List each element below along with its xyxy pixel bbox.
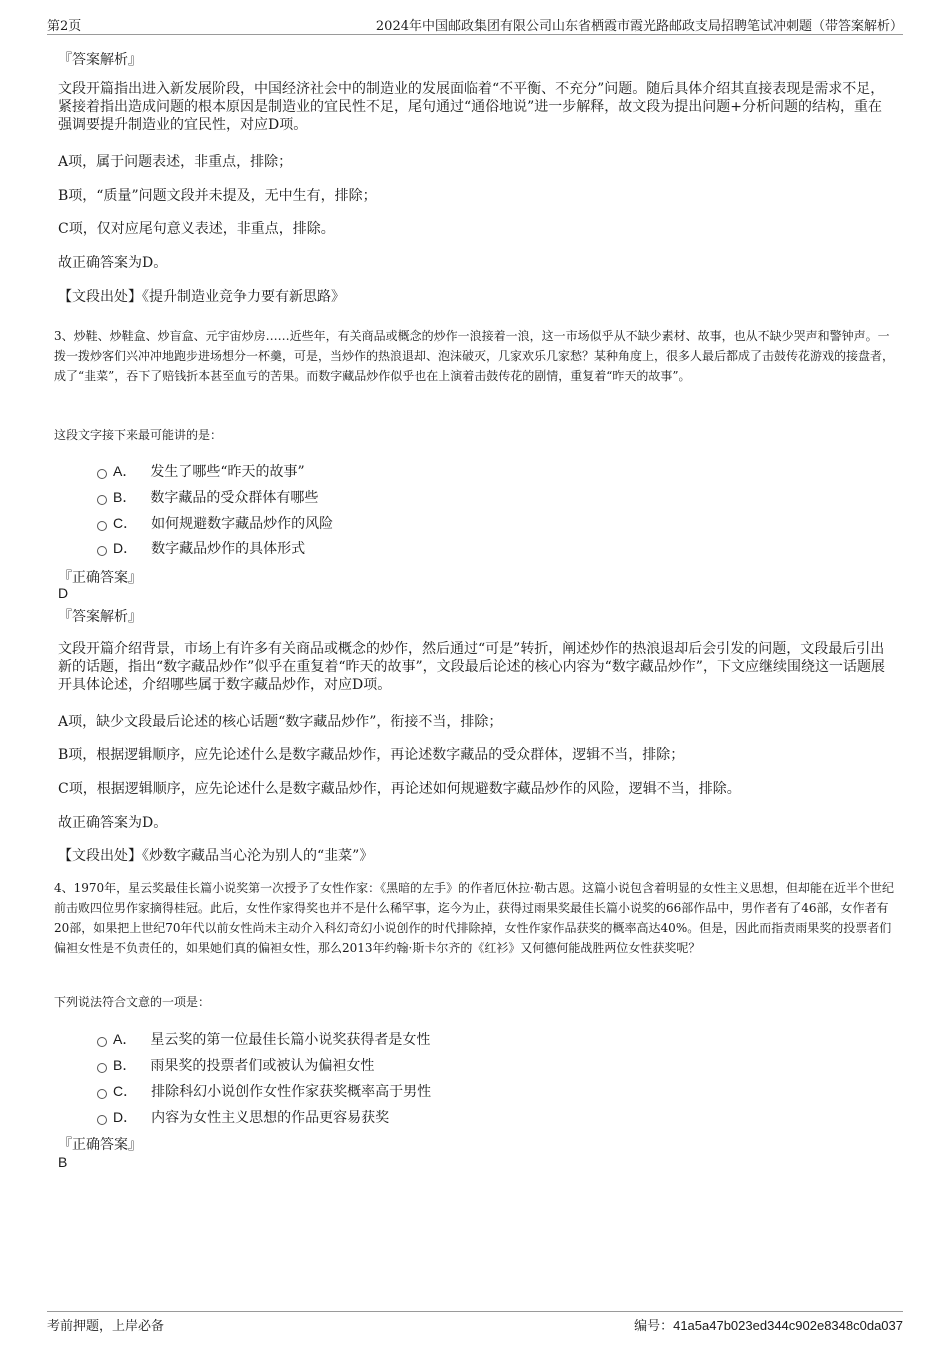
q3-source: 【文段出处】《炒数字藏品当心沦为别人的“韭菜”》 [58, 848, 374, 864]
q3-option-c[interactable]: C． 如何规避数字藏品炒作的风险 [97, 513, 333, 533]
radio-icon[interactable] [97, 1063, 107, 1073]
q2-analysis-line-b: B项，“质量”问题文段并未提及，无中生有，排除； [58, 188, 377, 204]
q3-analysis-line-a: A项，缺少文段最后论述的核心话题“数字藏品炒作”，衔接不当，排除； [58, 714, 503, 730]
q4-option-c[interactable]: C． 排除科幻小说创作女性作家获奖概率高于男性 [97, 1081, 431, 1101]
document-code: 编号：41a5a47b023ed344c902e8348c0da037 [634, 1318, 903, 1334]
radio-icon[interactable] [97, 1115, 107, 1125]
q3-analysis-line-c: C项，根据逻辑顺序，应先论述什么是数字藏品炒作，再论述如何规避数字藏品炒作的风险，逻辑不当，排除。 [58, 781, 741, 797]
q3-option-d[interactable]: D． 数字藏品炒作的具体形式 [97, 538, 305, 558]
q3-analysis-paragraph: 文段开篇介绍背景，市场上有许多有关商品或概念的炒作，然后通过“可是”转折，阐述炒作的热浪退却后会引发的问题，文段最后引出新的话题，指出“数字藏品炒作”似乎在重复着“昨天的故事”，文段最后论述的核心内容为“数字藏品炒作”，下文应继续围绕这一话题展开具体论述，介绍哪些属于数字藏品炒作，对应D项。 [58, 641, 885, 693]
document-title: 2024年中国邮政集团有限公司山东省栖霞市霞光路邮政支局招聘笔试冲刺题（带答案解析） [375, 19, 903, 34]
q2-analysis-line-a: A项，属于问题表述，非重点，排除； [58, 154, 293, 170]
radio-icon[interactable] [97, 1089, 107, 1099]
q4-option-d[interactable]: D． 内容为女性主义思想的作品更容易获奖 [97, 1107, 389, 1127]
q4-option-a[interactable]: A． 星云奖的第一位最佳长篇小说奖获得者是女性 [97, 1029, 430, 1049]
q4-answer-label: 『正确答案』 [58, 1137, 142, 1153]
q4-answer: B [58, 1154, 68, 1170]
q3-answer-label: 『正确答案』 [58, 570, 142, 586]
q3-answer: D [58, 585, 69, 601]
q4-option-b[interactable]: B． 雨果奖的投票者们或被认为偏袒女性 [97, 1055, 374, 1075]
footer-slogan: 考前押题，上岸必备 [47, 1319, 165, 1334]
radio-icon[interactable] [97, 469, 107, 479]
q3-lead: 这段文字接下来最可能讲的是： [54, 428, 223, 442]
radio-icon[interactable] [97, 1037, 107, 1047]
q2-analysis-label: 『答案解析』 [58, 52, 142, 68]
q3-option-a[interactable]: A． 发生了哪些“昨天的故事” [97, 461, 305, 481]
q2-conclusion: 故正确答案为D。 [58, 255, 168, 271]
q3-conclusion: 故正确答案为D。 [58, 815, 168, 831]
q2-analysis-paragraph: 文段开篇指出进入新发展阶段，中国经济社会中的制造业的发展面临着“不平衡、不充分”问题。随后具体介绍其直接表现是需求不足，紧接着指出造成问题的根本原因是制造业的宜民性不足，尾句通过“通俗地说”进一步解释，故文段为提出问题+分析问题的结构，重在强调要提升制造业的宜民性，对应D项。 [58, 81, 885, 133]
q2-source: 【文段出处】《提升制造业竞争力要有新思路》 [58, 289, 345, 305]
q3-analysis-line-b: B项，根据逻辑顺序，应先论述什么是数字藏品炒作，再论述数字藏品的受众群体，逻辑不当，排除； [58, 747, 685, 763]
q3-question-text: 3、炒鞋、炒鞋盒、炒盲盒、元宇宙炒房……近些年，有关商品或概念的炒作一浪接着一浪，这一市场似乎从不缺少素材、故事，也从不缺少哭声和警钟声。一拨一拨炒客们兴冲冲地跑步进场想分一杯羹，可是，当炒作的热浪退却、泡沫破灭，几家欢乐几家愁？某种角度上，很多人最后都成了击鼓传花游戏的接盘者，成了“韭菜”，吞下了赔钱折本甚至血亏的苦果。而数字藏品炒作似乎也在上演着击鼓传花的剧情，重复着“昨天的故事”。 [54, 329, 895, 383]
radio-icon[interactable] [97, 495, 107, 505]
q4-lead: 下列说法符合文意的一项是： [54, 995, 211, 1009]
q3-analysis-label: 『答案解析』 [58, 609, 142, 625]
q3-option-b[interactable]: B． 数字藏品的受众群体有哪些 [97, 487, 318, 507]
radio-icon[interactable] [97, 546, 107, 556]
page-footer [47, 1311, 903, 1336]
q2-analysis-line-c: C项，仅对应尾句意义表述，非重点，排除。 [58, 221, 335, 237]
page-header [47, 14, 903, 35]
q4-question-text: 4、1970年，星云奖最佳长篇小说奖第一次授予了女性作家：《黑暗的左手》的作者厄休拉·勒古恩。这篇小说包含着明显的女性主义思想，但却能在近半个世纪前击败四位男作家摘得桂冠。此后，女性作家得奖也并不是什么稀罕事，迄今为止，获得过雨果奖最佳长篇小说奖的66部作品中，男作者有了46部，女作者有20部，如果把上世纪70年代以前女性尚未主动介入科幻奇幻小说创作的时代排除掉，女性作家作品获奖的概率高达40%。但是，因此而指责雨果奖的投票者们偏袒女性是不负责任的，如果她们真的偏袒女性，那么2013年约翰·斯卡尔齐的《红衫》又何德何能战胜两位女性获奖呢？ [54, 881, 894, 955]
page-number: 第2页 [47, 19, 82, 34]
radio-icon[interactable] [97, 521, 107, 531]
